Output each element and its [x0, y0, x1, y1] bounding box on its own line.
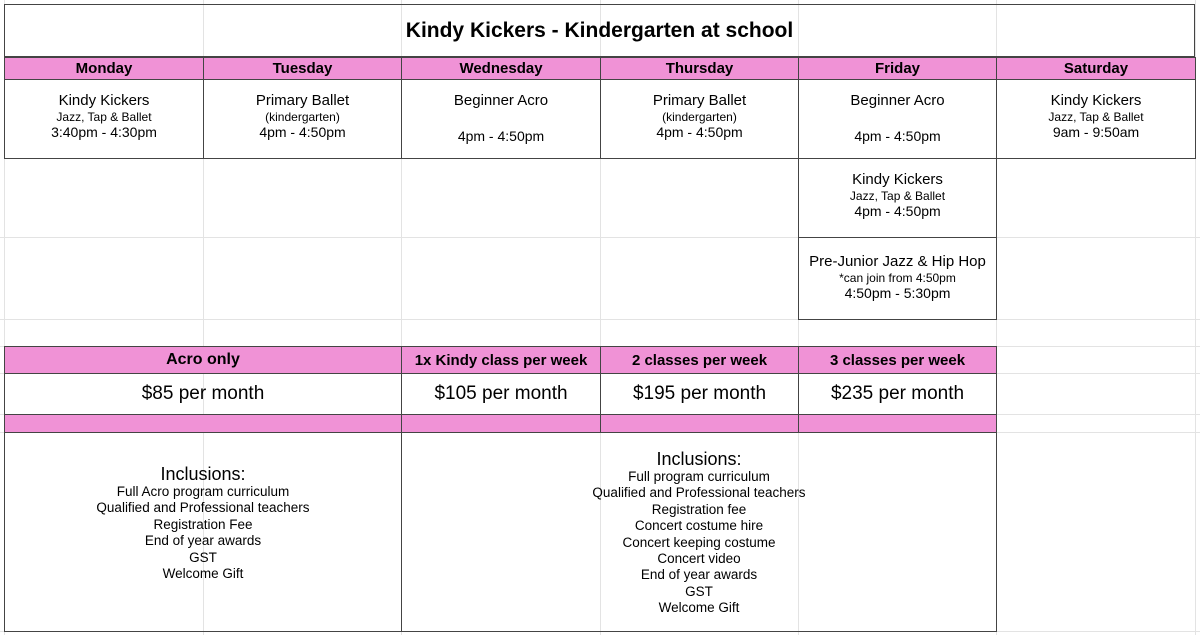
inclusion-item: Concert keeping costume — [622, 534, 776, 550]
class-name: Beginner Acro — [850, 92, 945, 109]
class-cell-monday — [4, 79, 204, 159]
class-name: Kindy Kickers — [1050, 92, 1142, 109]
class-name: Kindy Kickers — [58, 92, 150, 109]
inclusion-item: Registration Fee — [153, 516, 253, 532]
class-time: 3:40pm - 4:30pm — [51, 124, 157, 140]
class-styles: Jazz, Tap & Ballet — [849, 189, 946, 203]
class-time: 9am - 9:50am — [1052, 124, 1140, 140]
class-cell-tuesday — [203, 79, 402, 159]
inclusion-item: Registration fee — [651, 501, 747, 517]
inclusions-heading: Inclusions: — [160, 464, 246, 484]
price-1x-kindy: $105 per month — [401, 373, 601, 415]
class-name: Beginner Acro — [453, 92, 549, 109]
class-time: 4:50pm - 5:30pm — [844, 285, 951, 301]
price-acro-only: $85 per month — [4, 373, 402, 415]
class-name: Pre-Junior Jazz & Hip Hop — [809, 253, 986, 270]
pricing-header-3-classes: 3 classes per week — [798, 346, 997, 374]
inclusion-item: GST — [685, 583, 713, 599]
price-2-classes: $195 per month — [600, 373, 799, 415]
day-header-wednesday: Wednesday — [401, 57, 601, 80]
class-time: 4pm - 4:50pm — [854, 128, 941, 144]
pink-separator — [600, 414, 799, 433]
inclusion-item: Welcome Gift — [658, 600, 740, 616]
class-name: Primary Ballet — [255, 92, 350, 109]
pink-separator — [4, 414, 402, 433]
inclusion-item: End of year awards — [640, 567, 758, 583]
day-header-monday: Monday — [4, 57, 204, 80]
inclusion-item: Full Acro program curriculum — [116, 484, 290, 499]
class-cell-wednesday — [401, 79, 601, 159]
class-cell-friday-1 — [798, 79, 997, 159]
class-cell-saturday — [996, 79, 1196, 159]
class-name: Primary Ballet — [652, 92, 747, 109]
class-cell-friday-2 — [798, 158, 997, 238]
class-styles: Jazz, Tap & Ballet — [1048, 110, 1144, 124]
pink-separator — [798, 414, 997, 433]
day-header-friday: Friday — [798, 57, 997, 80]
class-name: Kindy Kickers — [852, 171, 943, 188]
class-time: 4pm - 4:50pm — [259, 124, 346, 140]
inclusion-item: Qualified and Professional teachers — [96, 500, 310, 516]
page-title: Kindy Kickers - Kindergarten at school — [4, 4, 1195, 57]
class-time: 4pm - 4:50pm — [854, 203, 941, 219]
inclusions-acro — [4, 432, 402, 632]
day-header-saturday: Saturday — [996, 57, 1196, 80]
inclusion-item: Concert video — [657, 551, 741, 567]
price-3-classes: $235 per month — [798, 373, 997, 415]
class-cell-thursday — [600, 79, 799, 159]
inclusion-item: End of year awards — [144, 533, 262, 549]
pricing-header-2-classes: 2 classes per week — [600, 346, 799, 374]
class-styles: (kindergarten) — [265, 110, 340, 124]
inclusions-program — [401, 432, 997, 632]
class-styles: (kindergarten) — [662, 110, 737, 124]
inclusion-item: Concert costume hire — [634, 518, 764, 534]
inclusion-item: Full program curriculum — [628, 469, 770, 484]
day-header-thursday: Thursday — [600, 57, 799, 80]
inclusion-item: GST — [189, 549, 217, 565]
class-styles: Jazz, Tap & Ballet — [56, 110, 152, 124]
class-cell-friday-3 — [798, 237, 997, 320]
inclusion-item: Welcome Gift — [162, 566, 244, 582]
class-time: 4pm - 4:50pm — [457, 128, 545, 144]
inclusions-heading: Inclusions: — [656, 449, 742, 469]
class-note: *can join from 4:50pm — [839, 271, 956, 285]
pricing-header-acro-only: Acro only — [4, 346, 402, 374]
pricing-header-1x-kindy: 1x Kindy class per week — [401, 346, 601, 374]
pink-separator — [401, 414, 601, 433]
inclusion-item: Qualified and Professional teachers — [592, 485, 806, 501]
day-header-tuesday: Tuesday — [203, 57, 402, 80]
class-time: 4pm - 4:50pm — [656, 124, 743, 140]
